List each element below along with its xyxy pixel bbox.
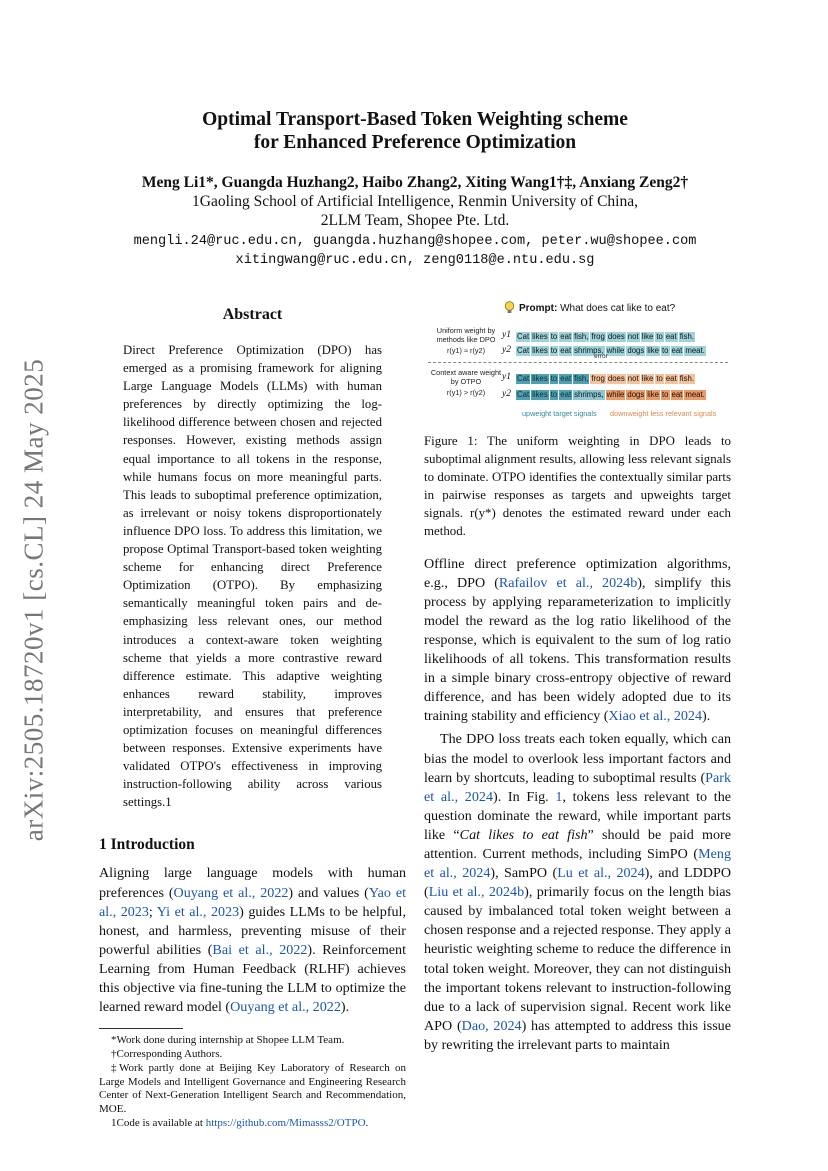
figure-prompt: Prompt: What does cat like to eat? — [519, 303, 676, 314]
figure-1 — [424, 300, 731, 424]
citation-link[interactable]: Dao, 2024 — [461, 1017, 522, 1034]
figure-reference-link[interactable]: 1 — [555, 788, 563, 805]
citation-link[interactable]: Park et al., 2024 — [424, 769, 731, 805]
token: Cat — [517, 346, 530, 355]
token: fish. — [679, 332, 694, 341]
citation-link[interactable]: Ouyang et al., 2022 — [230, 999, 341, 1016]
citation-link[interactable]: Liu et al., 2024b — [428, 884, 525, 901]
title-line-1: Optimal Transport-Based Token Weighting scheme — [202, 109, 628, 130]
legend-downweight: downweight less relevant signals — [610, 409, 717, 418]
token: while — [606, 346, 625, 355]
token: meat. — [685, 346, 705, 355]
emails-line-2: xitingwang@ruc.edu.cn, zeng0118@e.ntu.edu.sg — [235, 253, 595, 268]
affiliation-2: 2LLM Team, Shopee Pte. Ltd. — [320, 212, 510, 229]
figure-caption: Figure 1: The uniform weighting in DPO leads to suboptimal alignment results, allowing less relevant signals to dominate. OTPO identifies the contextually similar parts in pairwise responses as targets and upweights target signals. r(y*) denotes the estimated reward under each method. — [424, 434, 731, 539]
token: to — [661, 346, 669, 355]
token: eat — [560, 374, 572, 383]
uniform-row-y2 — [516, 346, 707, 356]
token: like — [647, 390, 659, 399]
token: likes — [532, 332, 548, 341]
token: eat — [560, 390, 572, 399]
token: frog — [591, 332, 605, 341]
token: fish. — [679, 374, 694, 383]
y1-label: y1 — [502, 330, 511, 340]
arxiv-identifier: arXiv:2505.18720v1 [cs.CL] 24 May 2025 — [18, 358, 49, 842]
citation-link[interactable]: Yi et al., 2023 — [156, 903, 240, 920]
token: not — [627, 374, 639, 383]
uniform-weight-label: Uniform weight by methods like DPO — [436, 326, 496, 344]
abstract-heading: Abstract — [222, 306, 283, 323]
uniform-reward-formula: r(y1) ≈ r(y2) — [446, 346, 486, 355]
token: frog — [591, 374, 605, 383]
token: to — [550, 374, 558, 383]
token: eat — [665, 374, 677, 383]
citation-link[interactable]: Bai et al., 2022 — [212, 941, 308, 958]
y2-label: y2 — [502, 345, 511, 355]
citation-link[interactable]: Lu et al., 2024 — [557, 865, 645, 882]
token: shrimps, — [574, 346, 604, 355]
right-column — [424, 300, 731, 1055]
token: dogs — [627, 346, 645, 355]
context-weight-label: Context aware weight by OTPO — [430, 368, 502, 386]
error-label: error — [594, 353, 608, 360]
paper-title — [100, 108, 730, 154]
token: Cat — [517, 332, 530, 341]
footnote-corresponding: †Corresponding Authors. — [111, 1047, 223, 1060]
citation-link[interactable]: Rafailov et al., 2024b — [498, 574, 638, 591]
legend-upweight: upweight target signals — [522, 409, 597, 418]
token: Cat — [517, 374, 530, 383]
token: fish, — [574, 332, 589, 341]
citation-link[interactable]: Meng et al., 2024 — [424, 845, 731, 882]
left-column — [99, 306, 406, 1131]
right-paragraph-2: The DPO loss treats each token equally, which can bias the model to overlook less important factors and learn by shortcuts, leading to suboptimal results (Park et al., 2024). In Fig. 1, tokens less relevant to the question dominate the reward, while important parts like “Cat likes to eat fish” should be paid more attention. Current methods, including SimPO (Meng et al., 2024), SamPO (Lu et al., 2024), and LDDPO (Liu et al., 2024b), primarily focus on the length bias caused by imbalanced total token weight between a chosen response and a rejected response. They apply a heuristic weighting scheme to reduce the difference in total token weight. Moreover, they can not distinguish the important tokens relevant to instruction-following due to a lack of supervision signal. Recent work like APO (Dao, 2024) has attempted to address this issue by rewriting the irrelevant parts to maintain — [424, 731, 732, 1053]
token: likes — [532, 390, 548, 399]
footnote-code: 1Code is available at https://github.com/Mimasss2/OTPO. — [111, 1116, 369, 1129]
token: to — [656, 332, 663, 341]
footnote-lab: ‡Work partly done at Beijing Key Laboratory of Research on Large Models and Intelligent Governance and Engineering Research Center of Next-Generation Intelligent Search and Recommendation, MOE. — [99, 1061, 406, 1116]
token: to — [550, 346, 558, 355]
citation-link[interactable]: Xiao et al., 2024 — [608, 708, 703, 725]
token: eat — [671, 346, 683, 355]
citation-link[interactable]: Ouyang et al., 2022 — [173, 884, 289, 901]
token: eat — [560, 332, 572, 341]
footnote-rule — [99, 1028, 183, 1029]
code-link[interactable]: https://github.com/Mimasss2/OTPO — [205, 1116, 366, 1129]
y1-label: y1 — [502, 372, 511, 382]
token: not — [627, 332, 639, 341]
context-reward-formula: r(y1) > r(y2) — [446, 388, 486, 397]
token: while — [606, 390, 625, 399]
token: eat — [671, 390, 683, 399]
abstract-text: Direct Preference Optimization (DPO) has emerged as a promising framework for aligning Large Language Models (LLMs) with human preferences by directly optimizing the log-likelihood difference between chosen and rejected responses. However, existing methods assign equal importance to all tokens in the response, while humans focus on more meaningful parts. This leads to suboptimal preference optimization, as irrelevant or noisy tokens disproportionately influence DPO loss. To address this limitation, we propose Optimal Transport-based token weighting scheme for enhancing direct Preference Optimization (OTPO). By emphasizing semantically meaningful token pairs and de-emphasizing less relevant ones, our method introduces a context-aware token weighting scheme that yields a more contrastive reward difference estimate. This adaptive weighting enhances reward stability, improves interpretability, and ensures that preference optimization focuses on meaningful differences between responses. Extensive experiments have validated OTPO's effectiveness in improving instruction-following ability across various settings.1 — [123, 343, 382, 810]
token: to — [550, 332, 558, 341]
footnote-internship: *Work done during internship at Shopee LLM Team. — [111, 1034, 345, 1047]
intro-paragraph-1: Aligning large language models with human preferences (Ouyang et al., 2022) and values (Yao et al., 2023; Yi et al., 2023) guides LLMs to be helpful, honest, and harmless, preventing misuse of their powerful abilities (Bai et al., 2022). Reinforcement Learning from Human Feedback (RLHF) achieves this objective via fine-tuning the LLM to optimize the learned reward model (Ouyang et al., 2022). — [99, 865, 406, 1016]
token: like — [647, 346, 659, 355]
emphasized-phrase: Cat likes to eat fish — [459, 826, 588, 843]
token: like — [641, 332, 654, 341]
token: fish, — [574, 374, 589, 383]
token: likes — [532, 374, 548, 383]
token: meat. — [685, 390, 705, 399]
otpo-row-y1 — [516, 374, 696, 384]
token: does — [607, 374, 625, 383]
title-line-2: for Enhanced Preference Optimization — [253, 132, 577, 153]
figure-divider — [428, 362, 728, 363]
token: to — [656, 374, 663, 383]
affiliation-1: 1Gaoling School of Artificial Intelligence, Renmin University of China, — [192, 193, 638, 210]
token: dogs — [627, 390, 645, 399]
otpo-row-y2 — [516, 390, 707, 400]
emails-line-1: mengli.24@ruc.edu.cn, guangda.huzhang@shopee.com, peter.wu@shopee.com — [133, 234, 697, 249]
right-paragraph-1: Offline direct preference optimization algorithms, e.g., DPO (Rafailov et al., 2024b), simplify this process by applying reparameterization to implicitly model the reward as the log ratio likelihood of the response, which is equivalent to the sum of log ratio likelihoods of all tokens. This transformation results in a simple binary cross-entropy objective of reward difference, and has been widely adopted due to its training stability and efficiency (Xiao et al., 2024). — [424, 555, 731, 725]
y2-label: y2 — [502, 389, 511, 399]
token: to — [550, 390, 558, 399]
author-list: Meng Li1*, Guangda Huzhang2, Haibo Zhang2, Xiting Wang1†‡, Anxiang Zeng2† — [141, 174, 689, 191]
citation-link[interactable]: Yao et al., 2023 — [99, 884, 406, 920]
token: likes — [532, 346, 548, 355]
uniform-row-y1 — [516, 332, 696, 342]
token: like — [641, 374, 654, 383]
token: Cat — [517, 390, 530, 399]
token: does — [607, 332, 625, 341]
token: eat — [560, 346, 572, 355]
token: to — [661, 390, 669, 399]
lightbulb-icon — [504, 301, 515, 314]
token: shrimps, — [574, 390, 604, 399]
section-introduction-heading: 1 Introduction — [99, 836, 195, 854]
token: eat — [665, 332, 677, 341]
